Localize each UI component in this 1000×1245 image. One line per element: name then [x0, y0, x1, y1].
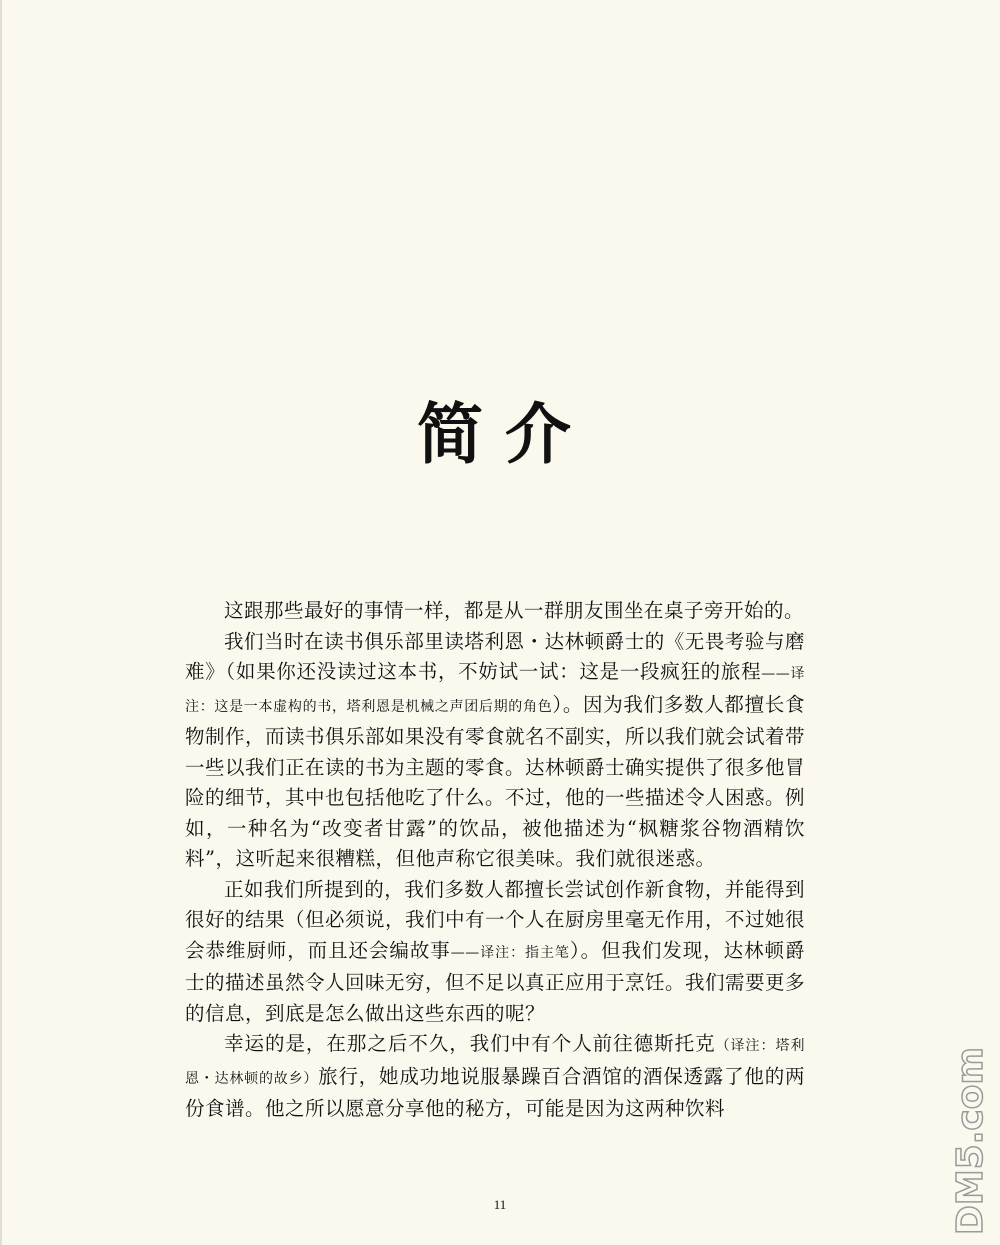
page-number: 11: [493, 1197, 507, 1212]
paragraph: [185, 627, 805, 875]
text-run: 正如我们所提到的，我们多数人都擅长尝试创作新食物，并能得到很好的结果（但必须说，我们中有一个人在厨房里毫无作用，不过她很会恭维厨师，而且还会编故事: [185, 877, 806, 962]
translator-note: ——译注：指主笔: [450, 944, 570, 961]
text-run: ）。因为我们多数人都擅长食物制作，而读书俱乐部如果没有零食就名不副实，所以我们就会试着带一些以我们正在读的书为主题的零食。达林顿爵士确实提供了很多他冒险的细节，其中也包括他吃了什么。不过，他的一些描述令人困惑。例如，一种名为“改变者甘露”的饮品，被他描述为“枫糖浆谷物酒精饮料”，这听起来很糟糕，但他声称它很美味。我们就很迷惑。: [185, 692, 806, 870]
text-run: 旅行，她成功地说服暴躁百合酒馆的酒保透露了他的两份食谱。他之所以愿意分享他的秘方，可能是因为这两种饮料: [185, 1064, 805, 1120]
text-run: ）。但我们发现，达林顿爵士的描述虽然令人回味无穷，但不足以真正应用于烹饪。我们需要更多的信息，到底是怎么做出这些东西的呢？: [185, 938, 806, 1025]
translator-note: （译注：塔利恩・达林顿的故乡）: [185, 1038, 805, 1087]
translator-note: ——译注：这是一本虚构的书，塔利恩是机械之声团后期的角色: [185, 666, 805, 715]
body-text: [185, 596, 805, 1125]
paragraph: [185, 875, 805, 1030]
paragraph: [185, 1029, 805, 1125]
page-title: 简介: [417, 396, 593, 473]
site-watermark: DM5.com: [950, 1046, 991, 1235]
paragraph: [185, 596, 805, 627]
text-run: 我们当时在读书俱乐部里读塔利恩・达林顿爵士的《无畏考验与磨难》（如果你还没读过这本书，不妨试一试：这是一段疯狂的旅程: [185, 629, 805, 683]
text-run: 幸运的是，在那之后不久，我们中有个人前往德斯托克: [224, 1032, 716, 1055]
text-run: 这跟那些最好的事情一样，都是从一群朋友围坐在桌子旁开始的。: [224, 599, 805, 622]
